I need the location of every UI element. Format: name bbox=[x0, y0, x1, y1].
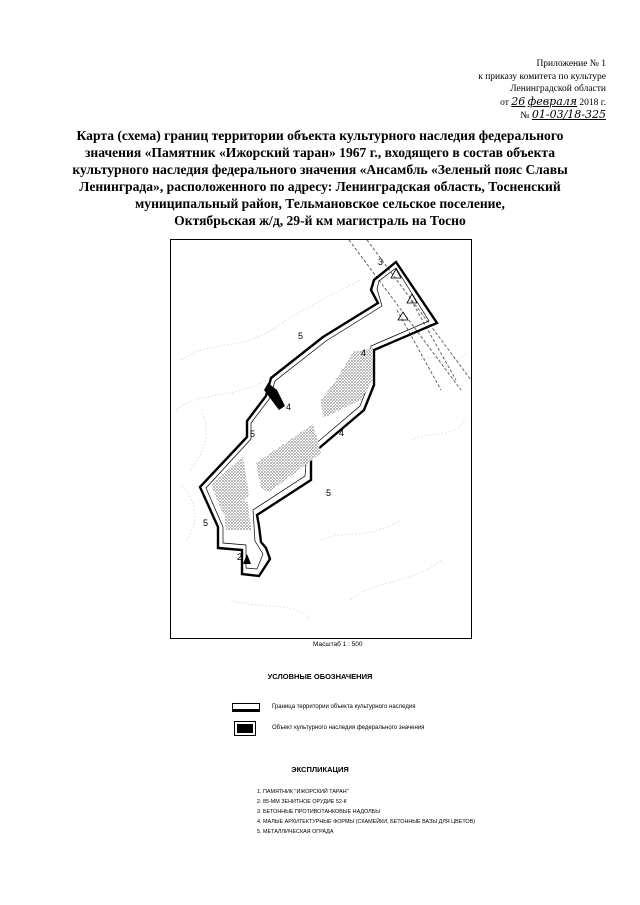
dotted-area-4 bbox=[223, 498, 251, 530]
monument-object bbox=[264, 383, 285, 410]
map-label-5d: 5 bbox=[203, 518, 209, 528]
appendix-date-day: 26 bbox=[511, 94, 526, 108]
legend-label-border: Граница территории объекта культурного наследия bbox=[272, 704, 416, 710]
appendix-number: Приложение № 1 bbox=[536, 59, 606, 69]
explication-item: 2. 85-ММ ЗЕНИТНОЕ ОРУДИЕ 52-К bbox=[257, 799, 347, 805]
explication-list bbox=[257, 787, 475, 837]
appendix-date-year: 2018 г. bbox=[579, 97, 606, 108]
document-title: Карта (схема) границ территории объекта культурного наследия федерального значения «Памятник «Ижорский таран» 1967 г., входящего в состав объекта культурного наследия федерального значения «Ансамбль «Зеленый пояс Славы Ленинграда», расположенного по адресу: Ленинградская область, Тосненский муниципальный район, Тельмановское сельское поселение, Октябрьская ж/д, 29-й км магистраль на Тосно bbox=[72, 128, 568, 228]
map-label-5b: 5 bbox=[250, 429, 256, 439]
map-scale: Масштаб 1 : 500 bbox=[313, 641, 363, 648]
map-svg bbox=[171, 240, 471, 638]
object-symbol bbox=[237, 724, 253, 733]
explication-item: 1. ПАМЯТНИК "ИЖОРСКИЙ ТАРАН" bbox=[257, 789, 349, 795]
appendix-order-ref: к приказу комитета по культуре bbox=[478, 71, 606, 82]
explication-item: 3. БЕТОННЫЕ ПРОТИВОТАНКОВЫЕ НАДОЛБЫ bbox=[257, 809, 380, 815]
appendix-region: Ленинградской области bbox=[510, 84, 606, 94]
appendix-order-number: № 01-03/18-325 bbox=[520, 108, 606, 121]
anti-tank-obstacles bbox=[391, 269, 417, 320]
appendix-date-month: февраля bbox=[527, 94, 578, 108]
map-scheme bbox=[170, 239, 472, 639]
explication-item: 4. МАЛЫЕ АРХИТЕКТУРНЫЕ ФОРМЫ (СКАМЕЙКИ, БЕТОННЫЕ ВАЗЫ ДЛЯ ЦВЕТОВ) bbox=[257, 819, 475, 825]
legend-label-object: Объект культурного наследия федерального значения bbox=[272, 725, 425, 731]
map-label-2: 2 bbox=[237, 552, 243, 562]
map-label-4b: 4 bbox=[286, 402, 292, 412]
appendix-header bbox=[386, 58, 606, 123]
map-label-5c: 5 bbox=[326, 488, 332, 498]
border-line-symbol bbox=[232, 703, 260, 712]
map-label-5a: 5 bbox=[298, 331, 304, 341]
explication-item: 5. МЕТАЛЛИЧЕСКАЯ ОГРАДА bbox=[257, 829, 334, 835]
explication-title: ЭКСПЛИКАЦИЯ bbox=[291, 765, 349, 774]
legend-title: УСЛОВНЫЕ ОБОЗНАЧЕНИЯ bbox=[267, 672, 373, 681]
gun-object bbox=[243, 554, 251, 564]
appendix-date: от 26 февраля 2018 г. bbox=[500, 94, 606, 108]
map-label-3: 3 bbox=[378, 257, 384, 267]
map-label-4c: 4 bbox=[339, 428, 345, 438]
terrain-contours bbox=[176, 280, 469, 620]
appendix-order-number-value: 01-03/18-325 bbox=[531, 108, 606, 121]
dotted-area-2 bbox=[256, 424, 321, 492]
map-label-4a: 4 bbox=[361, 348, 367, 358]
